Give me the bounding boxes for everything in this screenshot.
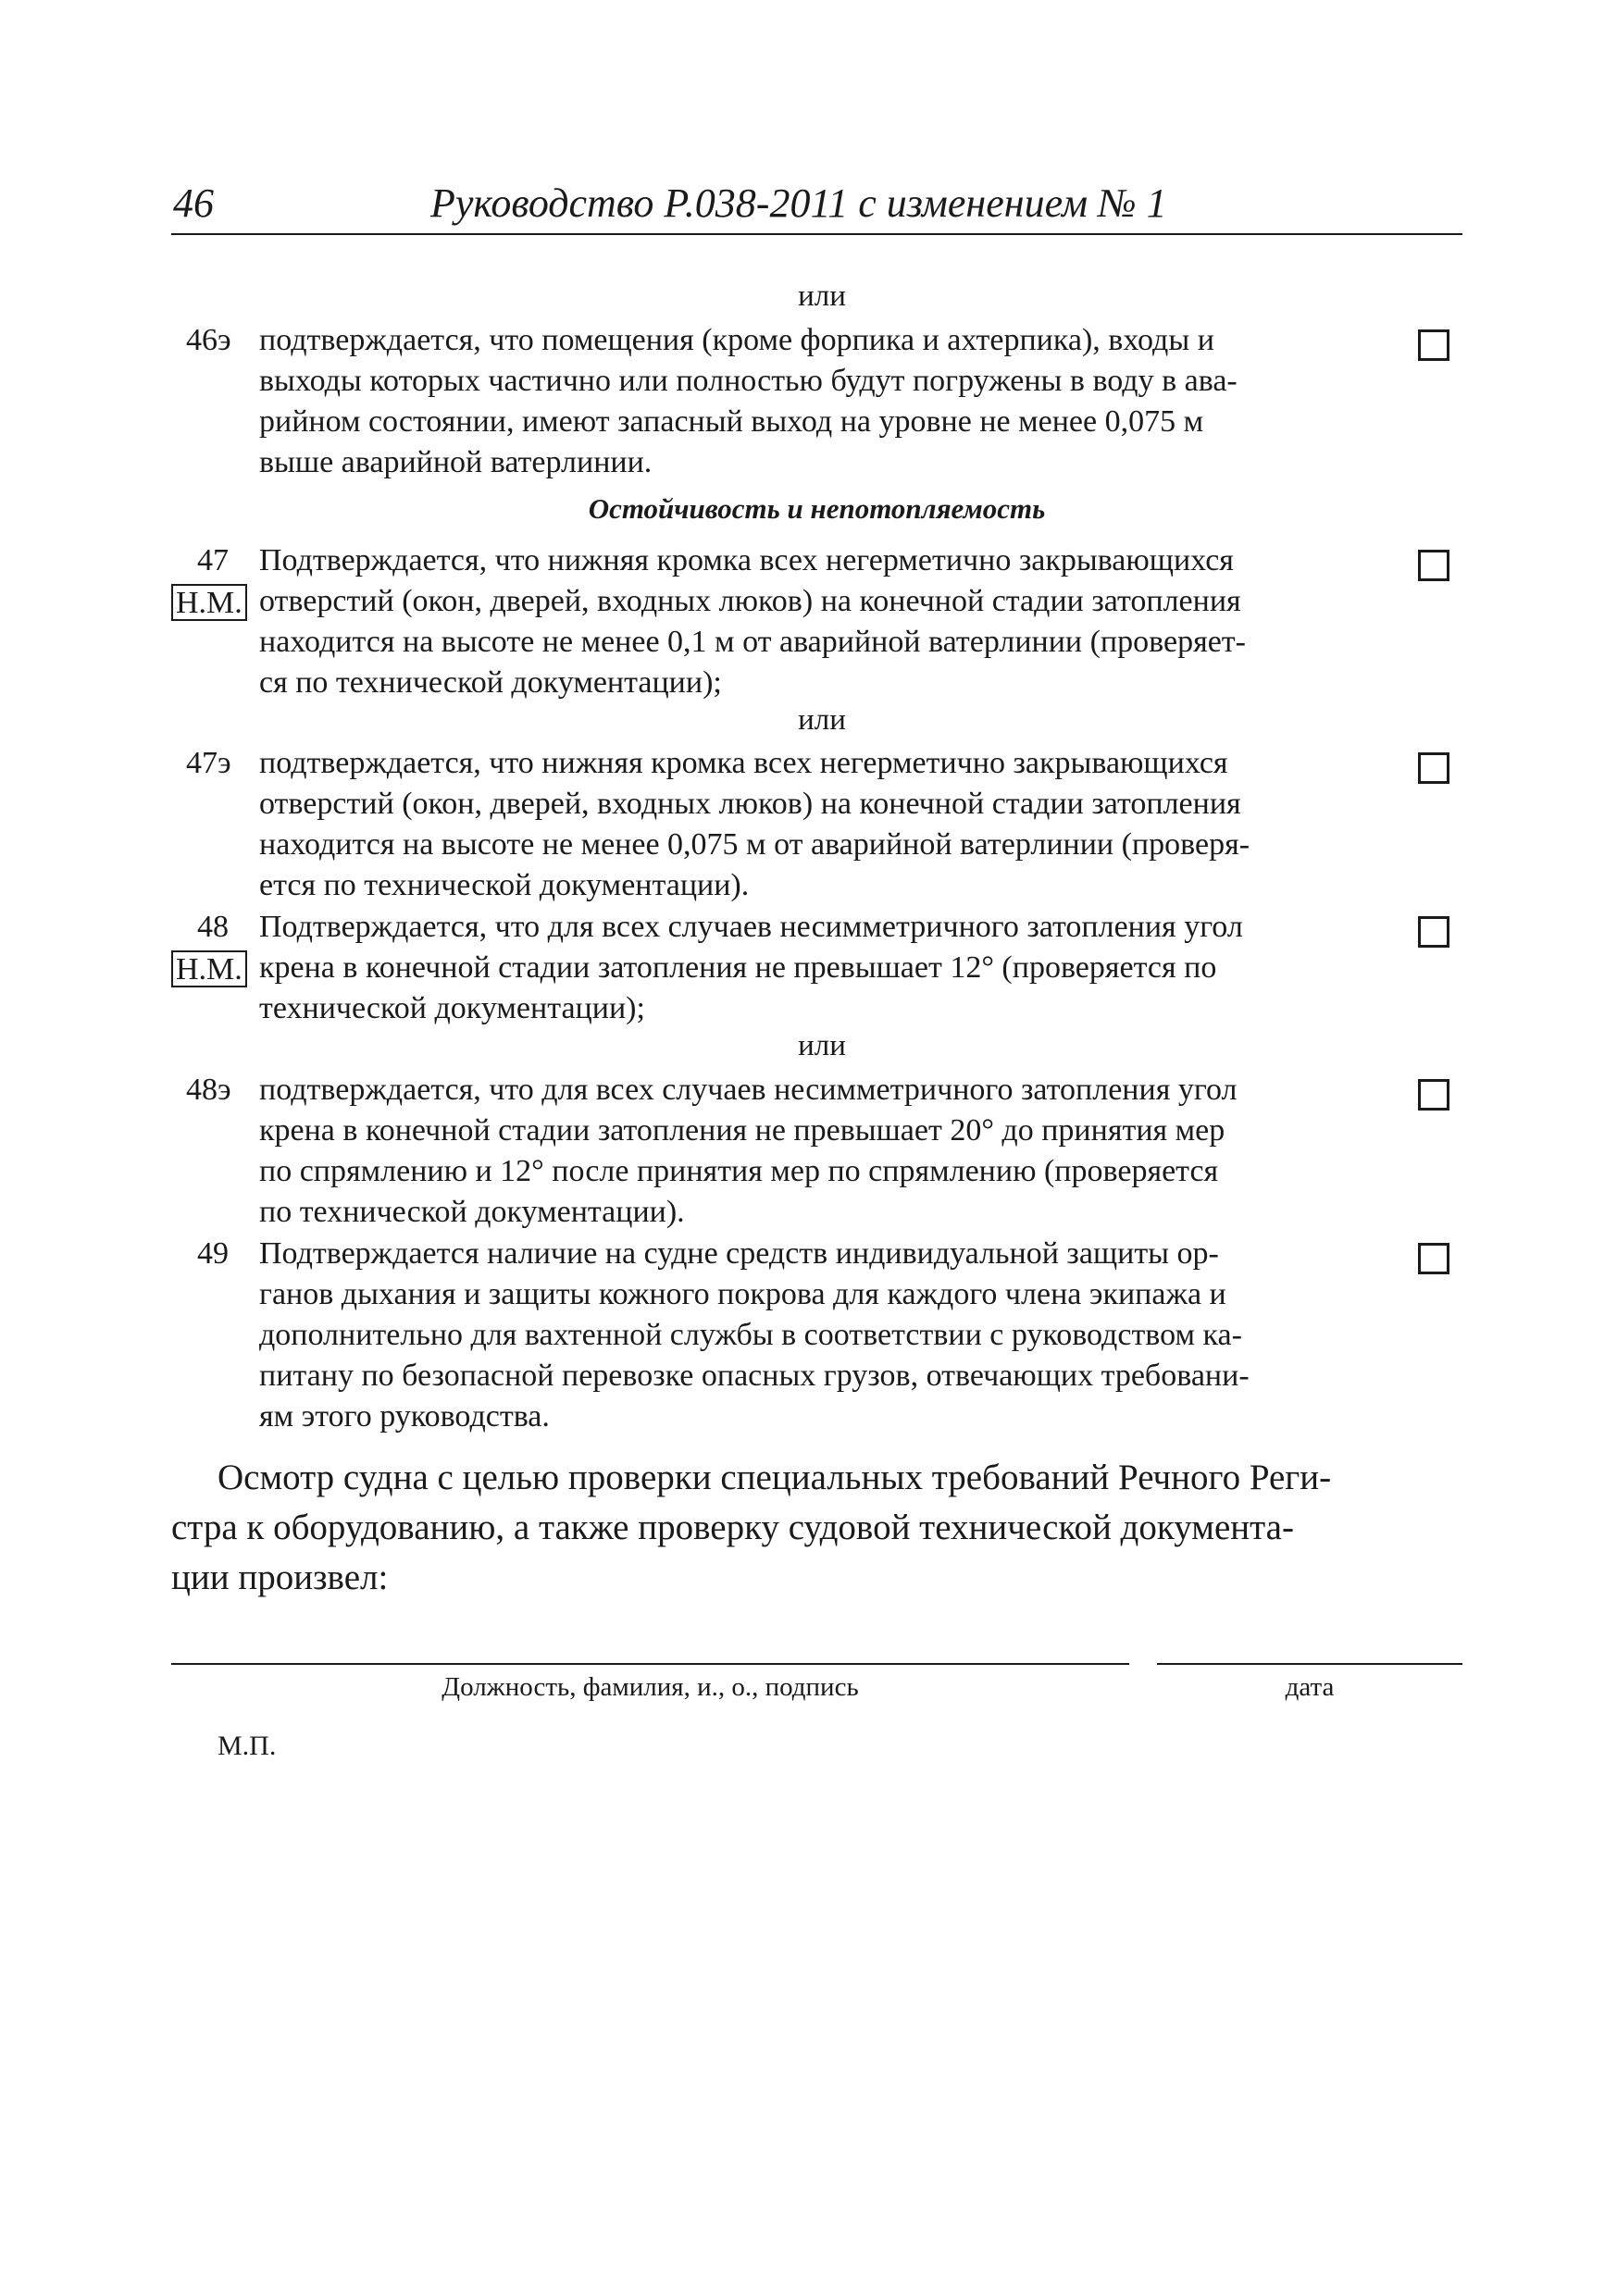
item-checkbox[interactable] xyxy=(1418,916,1449,948)
stamp-place-label: М.П. xyxy=(218,1731,277,1761)
text-line: Осмотр судна с целью проверки специальных требований Речного Реги- xyxy=(218,1458,1332,1497)
item-text xyxy=(259,540,1384,703)
hm-mark: Н.М. xyxy=(171,950,247,987)
page-header xyxy=(171,178,1462,235)
item-number: 48 xyxy=(197,910,229,944)
item-text xyxy=(259,1070,1384,1233)
text-line: Подтверждается наличие на судне средств индивидуальной защиты ор- xyxy=(259,1236,1219,1271)
text-line: находится на высоте не менее 0,1 м от аварийной ватерлинии (проверяет- xyxy=(259,625,1246,659)
item-checkbox[interactable] xyxy=(1418,1079,1449,1111)
text-line: отверстий (окон, дверей, входных люков) на конечной стадии затопления xyxy=(259,584,1241,618)
text-line: по технической документации). xyxy=(259,1195,685,1229)
text-line: дополнительно для вахтенной службы в соответствии с руководством ка- xyxy=(259,1318,1242,1352)
checklist-item-46e xyxy=(171,320,1462,487)
text-line: питану по безопасной перевозке опасных грузов, отвечающих требовани- xyxy=(259,1359,1250,1393)
or-separator: или xyxy=(798,279,846,313)
date-label: дата xyxy=(1285,1672,1335,1702)
item-number: 46э xyxy=(186,323,231,357)
page-header-title: Руководство Р.038-2011 с изменением № 1 xyxy=(430,180,1167,226)
item-checkbox[interactable] xyxy=(1418,329,1449,361)
text-line: стра к оборудованию, а также проверку судовой технической документа- xyxy=(171,1508,1294,1547)
text-line: крена в конечной стадии затопления не превышает 12° (проверяется по xyxy=(259,950,1217,985)
section-heading: Остойчивость и непотопляемость xyxy=(588,492,1046,525)
date-line[interactable] xyxy=(1157,1663,1462,1665)
item-text xyxy=(259,743,1384,906)
text-line: подтверждается, что для всех случаев несимметричного затопления угол xyxy=(259,1073,1238,1107)
item-checkbox[interactable] xyxy=(1418,1243,1449,1274)
checklist-item-48e xyxy=(171,1070,1462,1236)
text-line: ям этого руководства. xyxy=(259,1399,550,1433)
or-separator: или xyxy=(798,1029,846,1062)
text-line: отверстий (окон, дверей, входных люков) на конечной стадии затопления xyxy=(259,787,1241,821)
inspection-statement xyxy=(171,1453,1462,1603)
checklist-item-47 xyxy=(171,540,1462,707)
page-number: 46 xyxy=(173,180,214,226)
text-line: находится на высоте не менее 0,075 м от аварийной ватерлинии (проверя- xyxy=(259,827,1250,862)
item-text xyxy=(259,320,1384,483)
text-line: подтверждается, что помещения (кроме форпика и ахтерпика), входы и xyxy=(259,323,1214,357)
item-number: 47э xyxy=(186,746,231,780)
text-line: выше аварийной ватерлинии. xyxy=(259,445,653,479)
item-checkbox[interactable] xyxy=(1418,550,1449,581)
text-line: Подтверждается, что для всех случаев несимметричного затопления угол xyxy=(259,910,1243,944)
text-line: ся по технической документации); xyxy=(259,665,722,700)
item-number: 47 xyxy=(197,543,229,577)
text-line: подтверждается, что нижняя кромка всех негерметично закрывающихся xyxy=(259,746,1228,780)
checklist-item-48 xyxy=(171,907,1462,1032)
item-text xyxy=(259,907,1384,1029)
or-separator: или xyxy=(798,703,846,737)
item-number: 49 xyxy=(197,1236,229,1271)
text-line: ется по технической документации). xyxy=(259,868,750,902)
text-line: ганов дыхания и защиты кожного покрова для каждого члена экипажа и xyxy=(259,1277,1226,1311)
signature-line[interactable] xyxy=(171,1663,1129,1665)
text-line: ции произвел: xyxy=(171,1558,389,1597)
text-line: рийном состоянии, имеют запасный выход на уровне не менее 0,075 м xyxy=(259,404,1204,439)
signature-label: Должность, фамилия, и., о., подпись xyxy=(442,1672,859,1702)
text-line: технической документации); xyxy=(259,991,645,1025)
text-line: выходы которых частично или полностью будут погружены в воду в ава- xyxy=(259,364,1238,398)
hm-mark: Н.М. xyxy=(171,584,247,621)
item-text xyxy=(259,1234,1384,1437)
checklist-item-49 xyxy=(171,1234,1462,1442)
item-checkbox[interactable] xyxy=(1418,752,1449,784)
checklist-item-47e xyxy=(171,743,1462,910)
text-line: крена в конечной стадии затопления не превышает 20° до принятия мер xyxy=(259,1113,1225,1148)
text-line: Подтверждается, что нижняя кромка всех негерметично закрывающихся xyxy=(259,543,1234,577)
item-number: 48э xyxy=(186,1073,231,1107)
text-line: по спрямлению и 12° после принятия мер по спрямлению (проверяется xyxy=(259,1154,1219,1188)
